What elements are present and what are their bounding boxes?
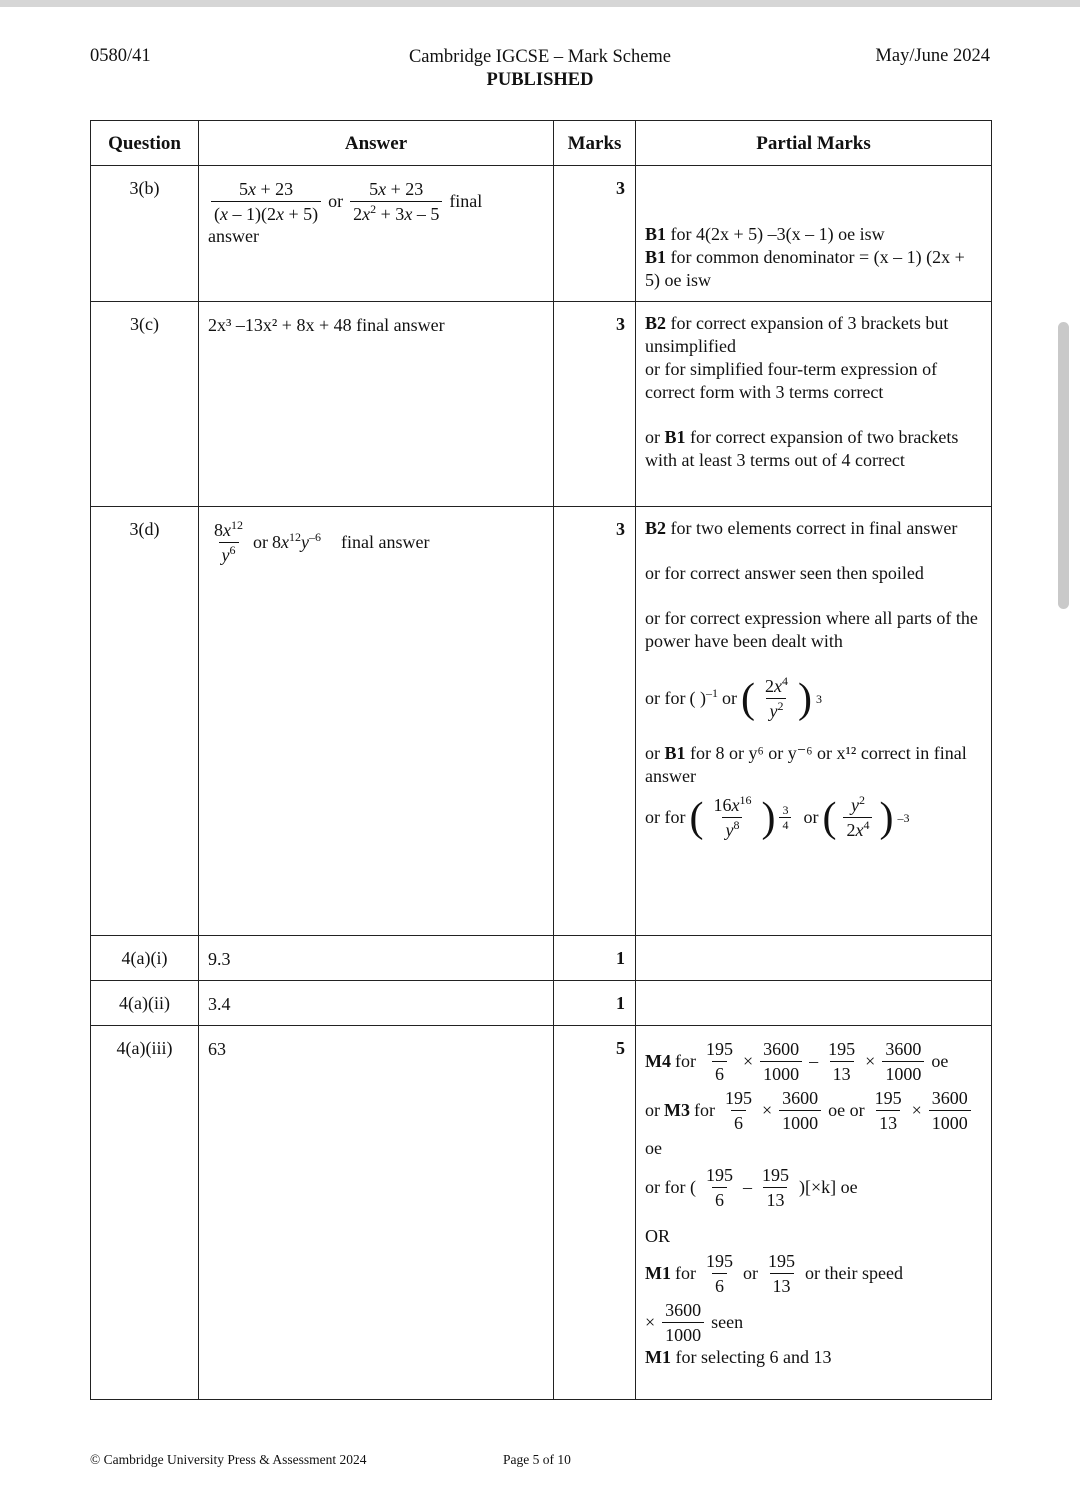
question-number: 4(a)(ii)	[91, 981, 199, 1026]
answer-cell: 63	[199, 1026, 554, 1400]
question-number: 3(c)	[91, 302, 199, 507]
answer-cell: 3.4	[199, 981, 554, 1026]
partial-marks-cell: B2 for correct expansion of 3 brackets but unsimplified or for simplified four-term expression of correct form with 3 terms correct or B1 for correct expansion of two brackets with at least 3 terms out of 4 correct	[636, 302, 992, 507]
scrollbar-thumb[interactable]	[1058, 322, 1069, 609]
partial-marks-cell: B1 for 4(2x + 5) –3(x – 1) oe isw B1 for common denominator = (x – 1) (2x + 5) oe isw	[636, 166, 992, 302]
table-row	[91, 166, 992, 302]
question-number: 3(b)	[91, 166, 199, 302]
copyright-notice: © Cambridge University Press & Assessment 2024	[90, 1452, 367, 1467]
fraction: $\frac{8x^{12}}{y^6}$	[214, 518, 243, 565]
question-number: 3(d)	[91, 507, 199, 936]
answer-cell: 9.3	[199, 936, 554, 981]
marks-value: 3	[554, 166, 636, 302]
partial-marks-cell: M4 for $\frac{195}{6}$ × $\frac{3600}{1000}$ – $\frac{195}{13}$ × $\frac{3600}{1000}$ oe or M3 for $\frac{195}{6}$ × $\frac{3600}{1000}$ oe or $\frac{195}{13}$ × $\frac{3600}{1000}$ oe or for ( $\frac{195}{6}$ – $\frac{195}{13}$ )[×k] oe OR M1 for $\frac{195}{6}$ or $\frac{195}{13}$ or their speed × $\frac{3600}{1000}$ seen M1 for selecting 6 and 13	[636, 1026, 992, 1400]
marks-value: 1	[554, 936, 636, 981]
marks-value: 3	[554, 507, 636, 936]
answer-cell: 2x³ –13x² + 8x + 48 final answer	[199, 302, 554, 507]
mark-scheme-title: Cambridge IGCSE – Mark Scheme	[408, 47, 672, 67]
viewer-top-bar	[0, 0, 1080, 7]
fraction: $\frac{5x + 23}{(x - 1)(2x + 5)}$	[211, 178, 321, 225]
page-number: Page 5 of 10	[503, 1452, 571, 1467]
question-number: 4(a)(i)	[91, 936, 199, 981]
exam-session: May/June 2024	[875, 46, 990, 66]
table-row	[91, 981, 992, 1026]
col-header-question: Question	[91, 121, 199, 166]
published-label: PUBLISHED	[486, 70, 594, 90]
mark-scheme-table	[90, 120, 992, 1400]
marks-value: 1	[554, 981, 636, 1026]
table-row	[91, 1026, 992, 1400]
col-header-partial-marks: Partial Marks	[636, 121, 992, 166]
paper-code: 0580/41	[90, 46, 151, 66]
table-row	[91, 302, 992, 507]
col-header-answer: Answer	[199, 121, 554, 166]
question-number: 4(a)(iii)	[91, 1026, 199, 1400]
marks-value: 3	[554, 302, 636, 507]
answer-cell: $\frac{5x + 23}{(x - 1)(2x + 5)}$ or $\frac{5x + 23}{2x^2 + 3x - 5}$ final answer	[199, 166, 554, 302]
table-row	[91, 507, 992, 936]
partial-marks-cell: B2 for two elements correct in final answer or for correct answer seen then spoiled or for correct expression where all parts of the power have been dealt with or for ( )$^{-1}$ or ( $\frac{2x^4}{y^2}$ ) 3 or B1 for 8 or y⁶ or y⁻⁶ or x¹² correct in final answer or for ( $\frac{16x^{16}}{y^8}$ ) $\frac{3}{4}$ or ( $\frac{y^2}{2x^4}$ ) –3	[636, 507, 992, 936]
col-header-marks: Marks	[554, 121, 636, 166]
partial-marks-cell	[636, 981, 992, 1026]
table-row	[91, 936, 992, 981]
partial-marks-cell	[636, 936, 992, 981]
fraction: $\frac{5x + 23}{2x^2 + 3x - 5}$	[350, 178, 442, 225]
marks-value: 5	[554, 1026, 636, 1400]
answer-cell: $\frac{8x^{12}}{y^6}$ or $8x^{12}y^{-6}$ final answer	[199, 507, 554, 936]
table-header-row	[91, 121, 992, 166]
